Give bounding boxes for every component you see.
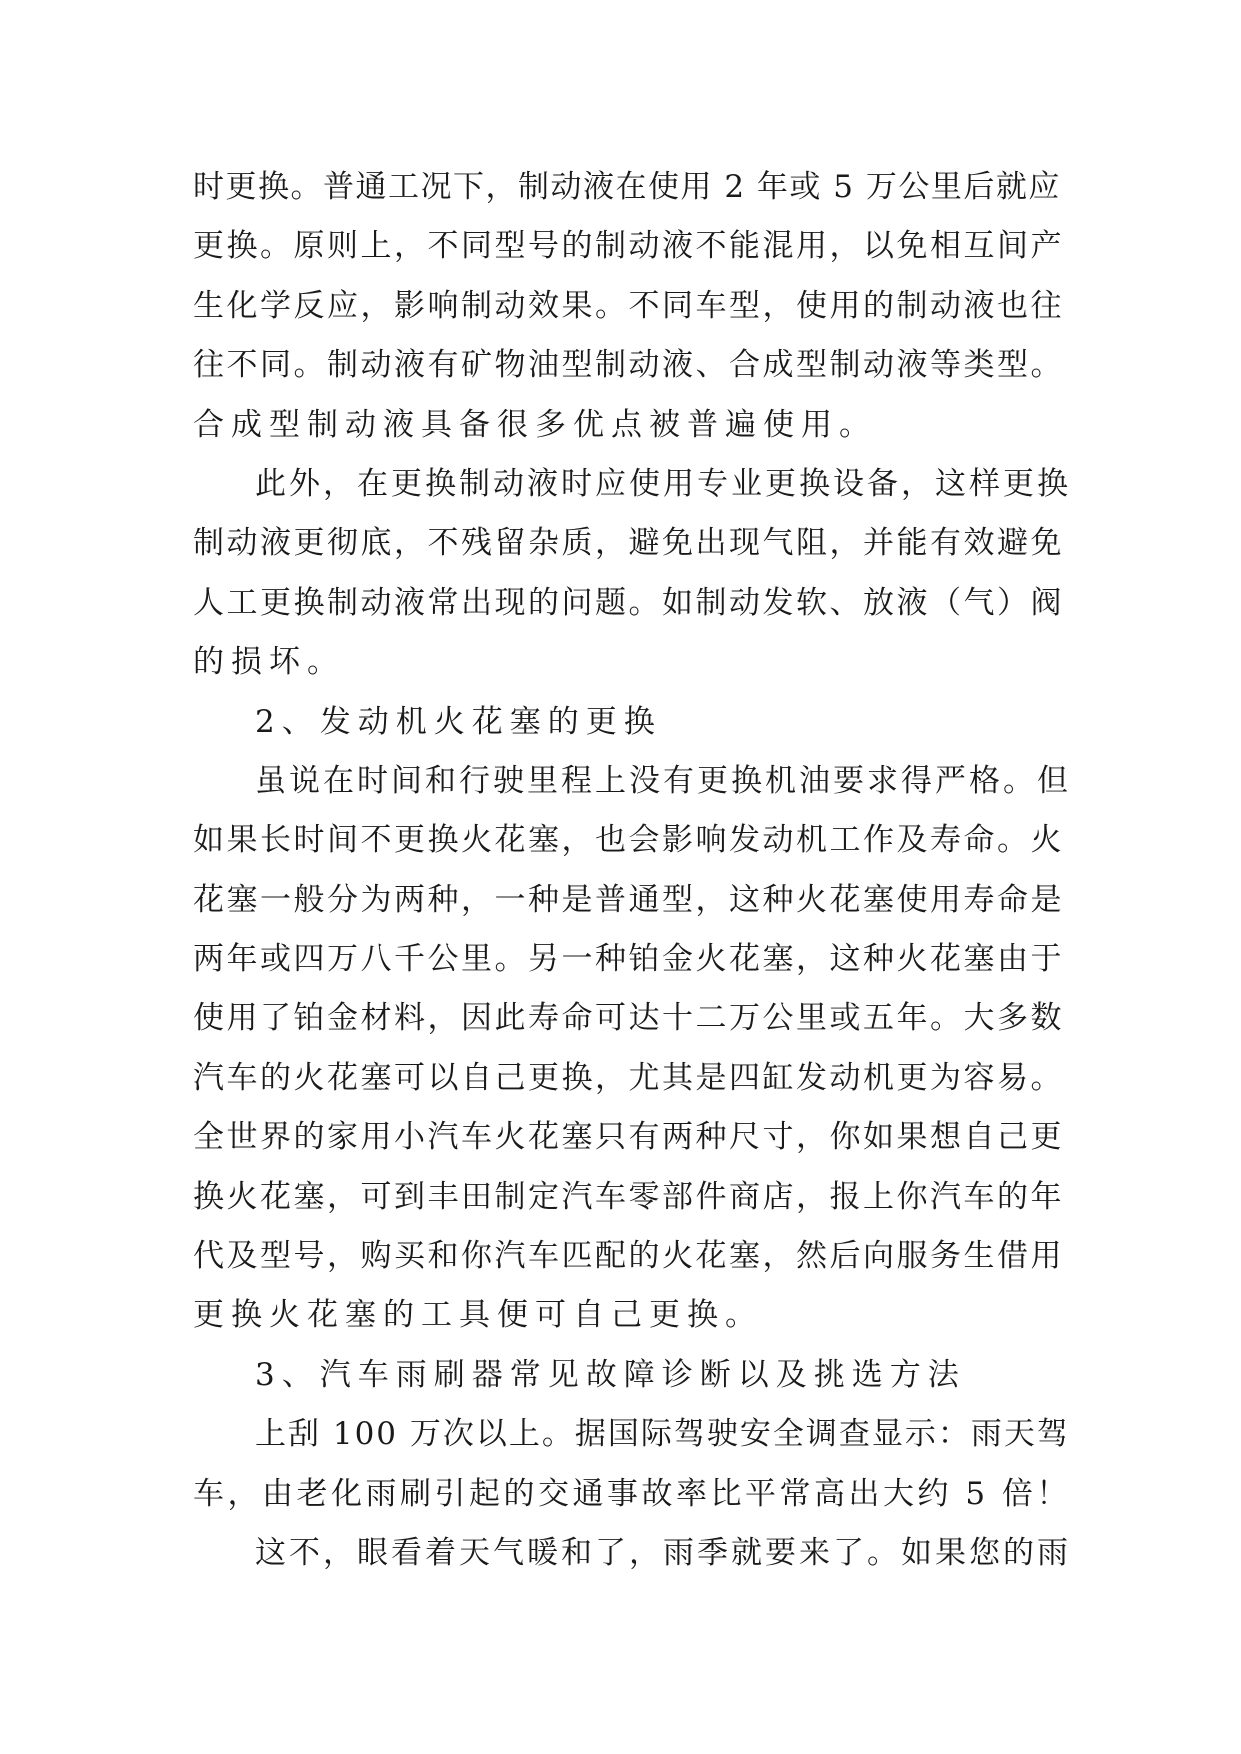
- text-line: 如果长时间不更换火花塞，也会影响发动机工作及寿命。火: [193, 822, 1064, 859]
- text-line: 车，由老化雨刷引起的交通事故率比平常高出大约 5 倍！: [193, 1475, 1071, 1512]
- text-line: 更换火花塞的工具便可自己更换。: [193, 1297, 763, 1334]
- text-line: 更换。原则上，不同型号的制动液不能混用，以免相互间产: [193, 228, 1064, 265]
- paragraph-first-line: 上刮 100 万次以上。据国际驾驶安全调查显示：雨天驾: [255, 1416, 1070, 1453]
- text-line: 使用了铂金材料，因此寿命可达十二万公里或五年。大多数: [193, 1000, 1064, 1037]
- paragraph-first-line: 此外，在更换制动液时应使用专业更换设备，这样更换: [255, 465, 1071, 502]
- text-line: 全世界的家用小汽车火花塞只有两种尺寸，你如果想自己更: [193, 1119, 1064, 1156]
- text-line: 生化学反应，影响制动效果。不同车型，使用的制动液也往: [193, 287, 1064, 324]
- text-line: 制动液更彻底，不残留杂质，避免出现气阻，并能有效避免: [193, 525, 1064, 562]
- section-heading: 2、发动机火花塞的更换: [255, 703, 662, 740]
- text-line: 两年或四万八千公里。另一种铂金火花塞，这种火花塞由于: [193, 941, 1064, 978]
- text-line: 人工更换制动液常出现的问题。如制动发软、放液（气）阀: [193, 584, 1064, 621]
- text-line: 花塞一般分为两种，一种是普通型，这种火花塞使用寿命是: [193, 881, 1064, 918]
- text-line: 汽车的火花塞可以自己更换，尤其是四缸发动机更为容易。: [193, 1059, 1064, 1096]
- paragraph-first-line: 这不，眼看着天气暖和了，雨季就要来了。如果您的雨: [255, 1534, 1071, 1571]
- section-heading: 3、汽车雨刷器常见故障诊断以及挑选方法: [255, 1356, 966, 1393]
- paragraph-first-line: 虽说在时间和行驶里程上没有更换机油要求得严格。但: [255, 762, 1071, 799]
- text-line: 的损坏。: [193, 644, 345, 681]
- text-line: 换火花塞，可到丰田制定汽车零部件商店，报上你汽车的年: [193, 1178, 1064, 1215]
- text-line: 合成型制动液具备很多优点被普遍使用。: [193, 406, 877, 443]
- text-line: 代及型号，购买和你汽车匹配的火花塞，然后向服务生借用: [193, 1238, 1064, 1275]
- body-text: [193, 158, 1073, 1583]
- text-line: 往不同。制动液有矿物油型制动液、合成型制动液等类型。: [193, 347, 1064, 384]
- text-line: 时更换。普通工况下，制动液在使用 2 年或 5 万公里后就应: [193, 169, 1061, 205]
